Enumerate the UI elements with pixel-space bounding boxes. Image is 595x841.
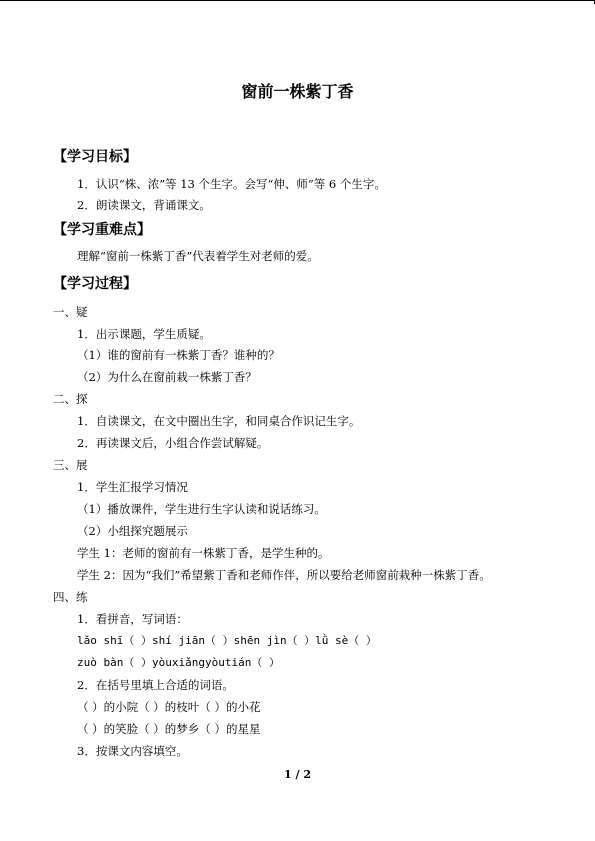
page-title: 窗前一株紫丁香	[241, 82, 354, 101]
step-1-item-1: 1．出示课题，学生质疑。	[77, 327, 211, 341]
pinyin-row-1: lǎo shī（ ）shí jiān（ ）shēn jìn（ ）lǜ sè（ ）	[77, 634, 377, 647]
step-4-item-1: 1．看拼音，写词语：	[77, 612, 188, 626]
step-3-sub-2: （2）小组探究题展示	[77, 524, 188, 538]
page-number: 1 / 2	[284, 768, 311, 781]
student-answer-2: 学生 2：因为“我们”希望紫丁香和老师作伴，所以要给老师窗前栽种一株紫丁香。	[77, 568, 491, 582]
pinyin-row-2: zuò bàn（ ）yòuxiǎngyòutián（ ）	[77, 656, 280, 669]
step-1-heading: 一、疑	[53, 305, 88, 319]
difficulty-text: 理解“窗前一株紫丁香”代表着学生对老师的爱。	[77, 249, 319, 263]
top-rule	[0, 0, 595, 2]
student-answer-1: 学生 1：老师的窗前有一株紫丁香，是学生种的。	[77, 546, 330, 560]
step-3-heading: 三、展	[53, 458, 88, 472]
section-difficulty-heading: 【学习重难点】	[53, 222, 151, 238]
goal-2: 2．朗读课文，背诵课文。	[77, 198, 211, 212]
step-2-heading: 二、探	[53, 392, 88, 406]
fill-row-1: （ ）的小院（ ）的枝叶（ ）的小花	[77, 700, 261, 714]
step-1-question-1: （1）谁的窗前有一株紫丁香？谁种的？	[77, 348, 280, 362]
step-4-item-2: 2．在括号里填上合适的词语。	[77, 678, 234, 692]
section-goals-heading: 【学习目标】	[53, 149, 137, 165]
section-process-heading: 【学习过程】	[53, 276, 137, 292]
step-2-item-1: 1．自读课文，在文中圈出生字，和同桌合作识记生字。	[77, 414, 361, 428]
step-2-item-2: 2．再读课文后，小组合作尝试解疑。	[77, 436, 269, 450]
step-4-item-3: 3．按课文内容填空。	[77, 744, 188, 758]
step-3-sub-1: （1）播放课件，学生进行生字认读和说话练习。	[77, 502, 326, 516]
step-3-item-1: 1．学生汇报学习情况	[77, 480, 188, 494]
step-1-question-2: （2）为什么在窗前栽一株紫丁香？	[77, 370, 257, 384]
step-4-heading: 四、练	[53, 590, 88, 604]
goal-1: 1．认识“株、浓”等 13 个生字。会写“伸、师”等 6 个生字。	[77, 177, 386, 191]
fill-row-2: （ ）的笑脸（ ）的梦乡（ ）的星星	[77, 722, 261, 736]
